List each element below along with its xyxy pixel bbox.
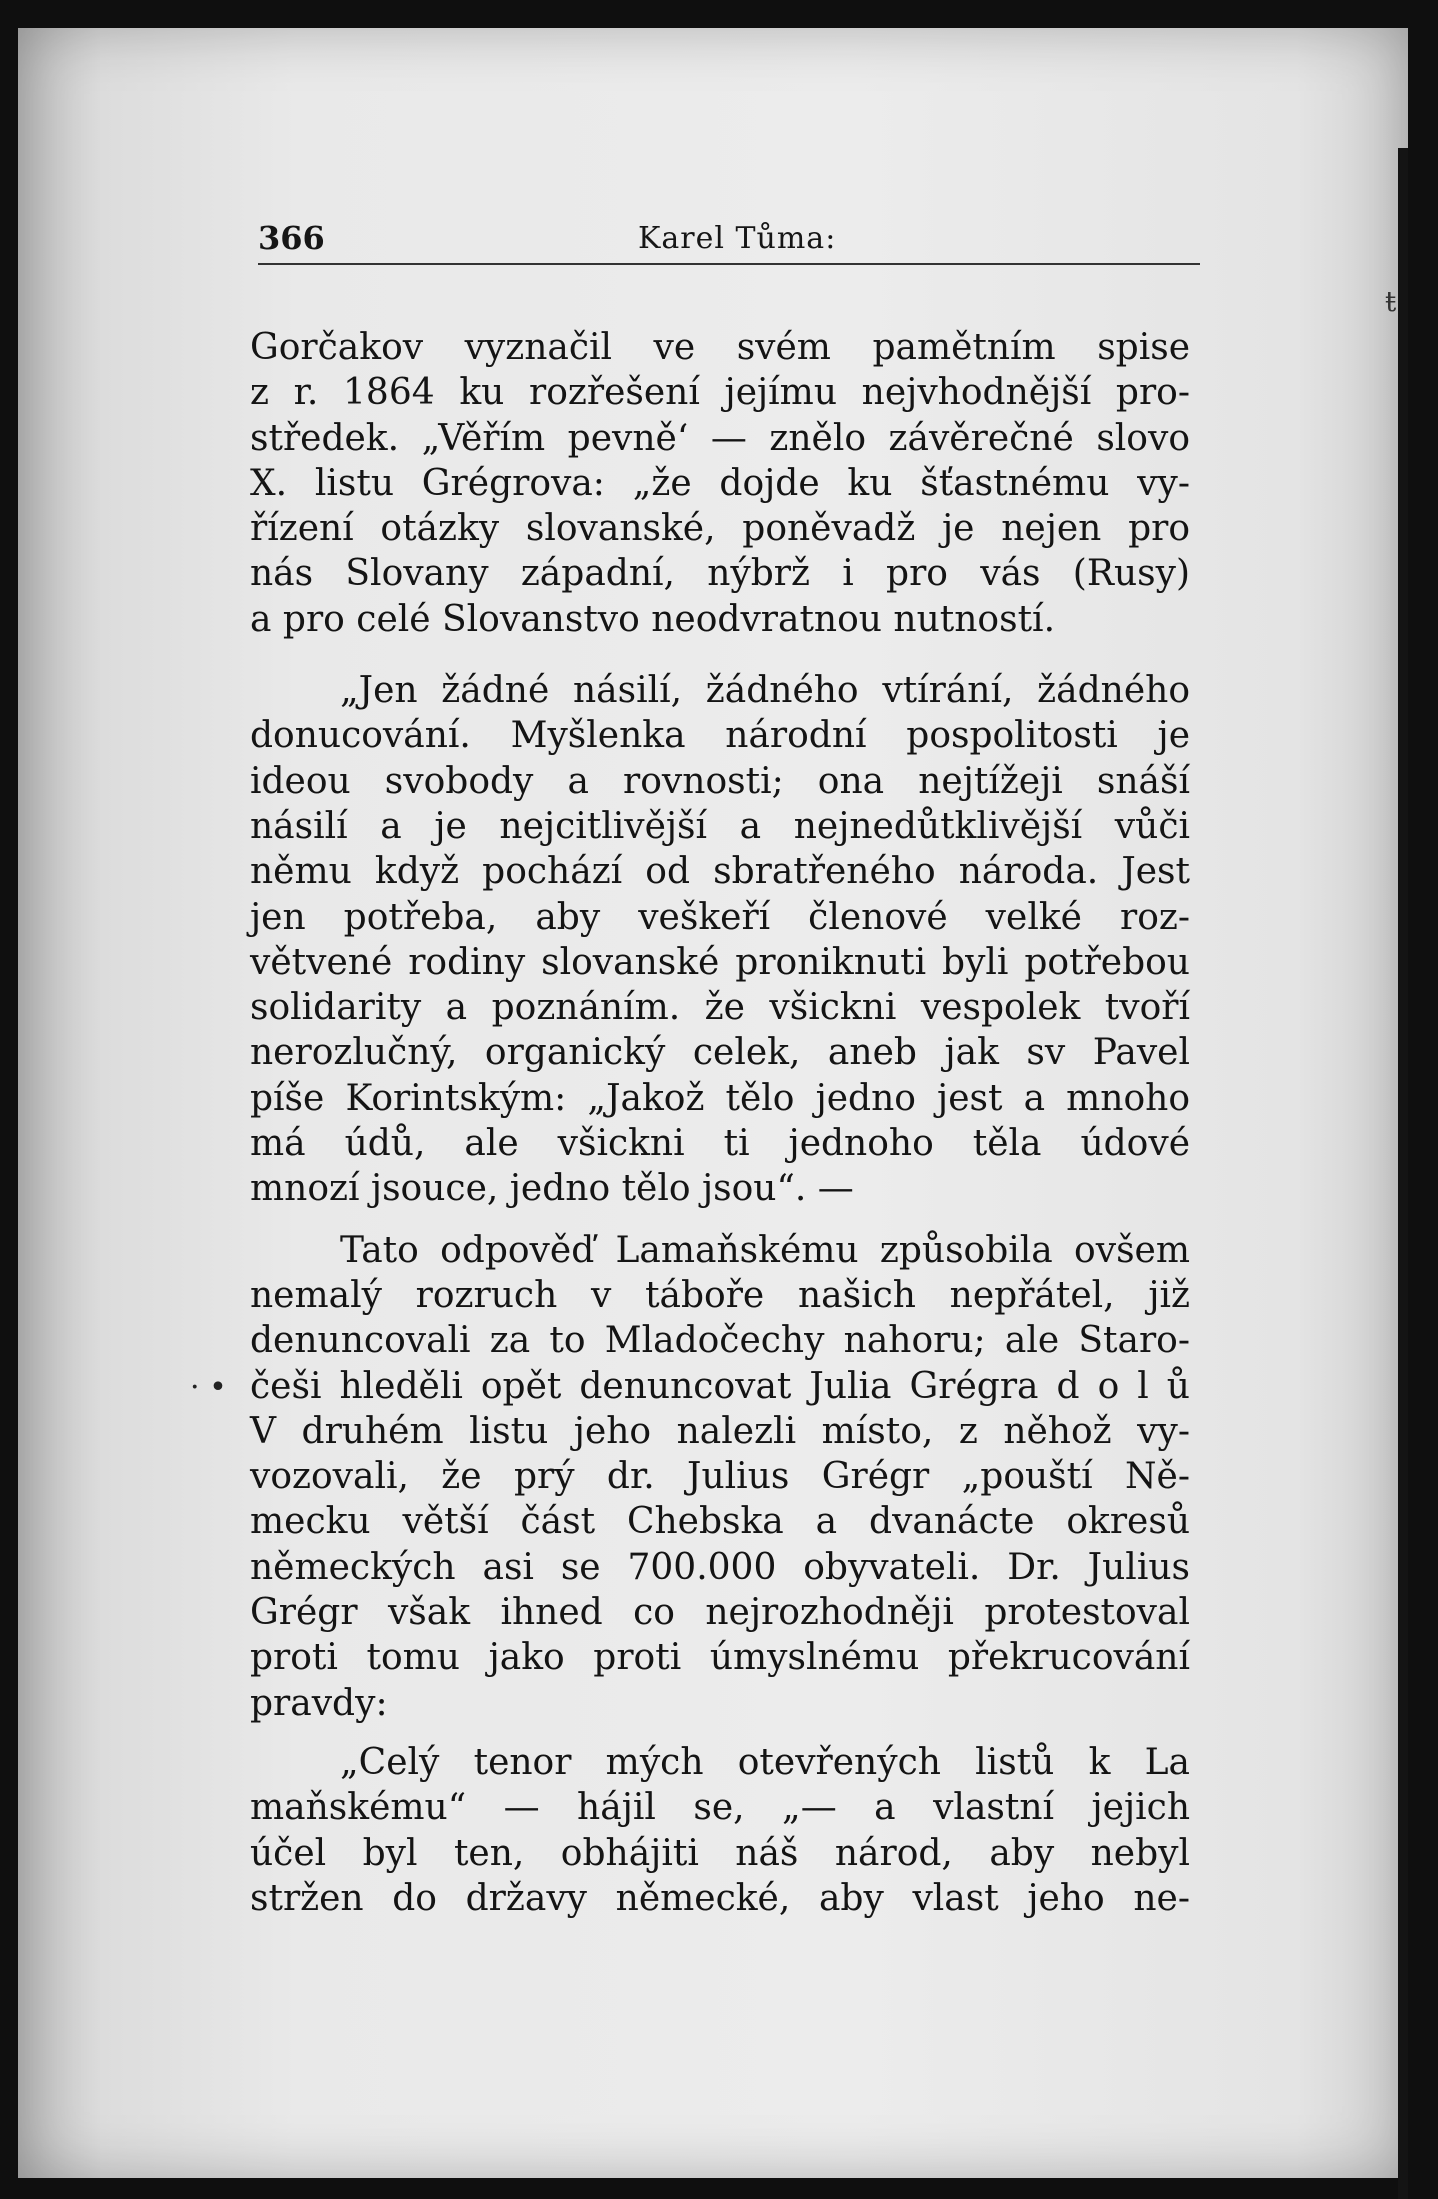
text-line: „Celý tenor mých otevřených listů k La [340, 1741, 1190, 1783]
text-line: maňskému“ — hájil se, „— a vlastní jejich [250, 1787, 1190, 1829]
text-line: V druhém listu jeho nalezli místo, z něhož vy- [250, 1410, 1190, 1452]
text-line: „Jen žádné násilí, žádného vtírání, žádného [340, 670, 1190, 712]
text-line: češi hleděli opět denuncovat Julia Grégra d o l ů [250, 1365, 1190, 1407]
text-line: ideou svobody a rovnosti; ona nejtížeji snáší [250, 760, 1190, 802]
text-line: německých asi se 700.000 obyvateli. Dr. Julius [250, 1546, 1190, 1588]
text-line: denuncovali za to Mladočechy nahoru; ale Staro- [250, 1320, 1190, 1362]
text-line: mecku větší část Chebska a dvanácte okresů [250, 1501, 1190, 1543]
text-line: donucování. Myšlenka národní pospolitosti je [250, 715, 1190, 757]
text-line: Tato odpověď Lamaňskému způsobila ovšem [340, 1229, 1190, 1271]
text-line: středek. „Věřím pevně‘ — znělo závěrečné slovo [250, 417, 1190, 459]
paragraph-2 [250, 668, 1190, 1212]
paragraph-3 [250, 1228, 1190, 1726]
margin-dot: · • [190, 1370, 227, 1405]
text-line: nemalý rozruch v táboře našich nepřátel, již [250, 1274, 1190, 1316]
text-line: mnozí jsouce, jedno tělo jsou“. — [250, 1168, 854, 1210]
text-line: má údů, ale všickni ti jednoho těla údové [250, 1123, 1190, 1165]
page-edge-shadow [1398, 148, 1408, 2199]
body-text [250, 325, 1190, 1921]
paragraph-1 [250, 325, 1190, 642]
text-line: Gorčakov vyznačil ve svém pamětním spise [250, 327, 1190, 368]
text-line: solidarity a poznáním. že všickni vespolek tvoří [250, 987, 1190, 1029]
text-line: stržen do državy německé, aby vlast jeho ne- [250, 1877, 1190, 1919]
margin-mark: ŧ [1385, 285, 1397, 318]
text-line: vozovali, že prý dr. Julius Grégr „pouští Ně- [250, 1456, 1190, 1498]
text-line: němu když pochází od sbratřeného národa. Jest [250, 851, 1190, 893]
text-line: z r. 1864 ku rozřešení jejímu nejvhodnější pro- [250, 372, 1190, 414]
text-line: proti tomu jako proti úmyslnému překrucování [250, 1637, 1190, 1679]
text-line: X. listu Grégrova: „že dojde ku šťastnému vy- [250, 462, 1190, 504]
text-line: Grégr však ihned co nejrozhodněji protestoval [250, 1592, 1190, 1634]
page-number: 366 [258, 219, 325, 257]
page-header [258, 215, 1200, 265]
text-line: násilí a je nejcitlivější a nejnedůtklivější vůči [250, 805, 1190, 847]
text-line: a pro celé Slovanstvo neodvratnou nutností. [250, 598, 1056, 640]
text-line: nerozlučný, organický celek, aneb jak sv Pavel [250, 1032, 1190, 1074]
paragraph-4 [250, 1740, 1190, 1921]
text-line: větvené rodiny slovanské proniknuti byli potřebou [250, 941, 1190, 983]
text-line: účel byl ten, obhájiti náš národ, aby nebyl [250, 1832, 1190, 1874]
running-head: Karel Tůma: [638, 221, 837, 256]
text-line: pravdy: [250, 1682, 388, 1724]
text-line: řízení otázky slovanské, poněvadž je nejen pro [250, 508, 1190, 550]
text-line: jen potřeba, aby veškeří členové velké roz- [250, 896, 1190, 938]
text-line: píše Korintským: „Jakož tělo jedno jest a mnoho [250, 1077, 1190, 1119]
text-line: nás Slovany západní, nýbrž i pro vás (Rusy) [250, 553, 1190, 595]
